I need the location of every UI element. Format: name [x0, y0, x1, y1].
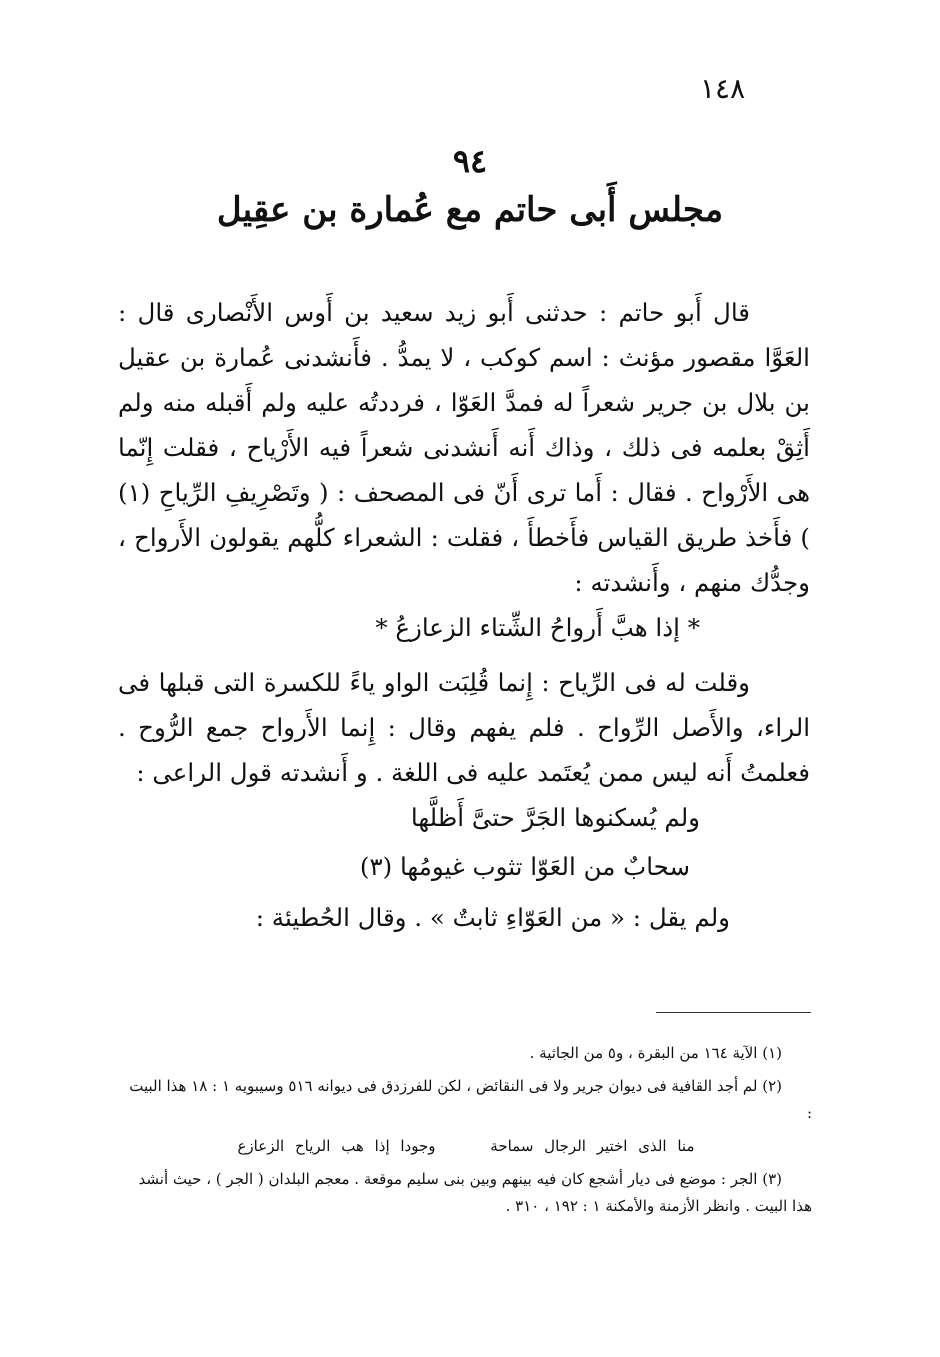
paragraph-2: وقلت له فى الرِّياح : إِنما قُلِبَت الواو ياءً للكسرة التى قبلها فى الراء، والأَصل الرِّواح . فلم يفهم وقال : إِنما الأَرواح جمع الرُّوح . فعلمتُ أَنه ليس ممن يُعتَمد عليه فى اللغة . و أَنشدته قول الراعى :: [118, 668, 810, 787]
footnotes: [120, 1040, 812, 1226]
footnote-1: (١) الآية ١٦٤ من البقرة ، و٥ من الجاثية .: [529, 1044, 782, 1062]
footnote-2-verse: [120, 1133, 812, 1160]
chapter-title: مجلس أَبى حاتم مع عُمارة بن عقِيل: [216, 190, 724, 230]
section-number: ٩٤: [452, 142, 488, 180]
paragraph-3: ولم يقل : « من العَوّاءِ ثابتٌ » . وقال الحُطيئة :: [255, 903, 730, 932]
footnote-2-verse-first-hemistich: منا الذى اختير الرجال سماحة: [490, 1137, 695, 1155]
verse-2-line-2: سحابٌ من العَوّا تثوب غيومُها (٣): [359, 852, 690, 881]
paragraph-1: قال أَبو حاتم : حدثنى أَبو زيد سعيد بن أَوس الأَنْصارى قال : العَوَّا مقصور مؤنث : اسم كوكب ، لا يمدُّ . فأَنشدنى عُمارة بن عقيل بن بلال بن جرير شعراً له فمدَّ العَوّا ، فرددتُه عليه ولم أَقبله منه ولم أَثِقْ بعلمه فى ذلك ، وذاك أَنه أَنشدنى شعراً فيه الأَرْياح ، فقلت إِنّما هى الأَرْواح . فقال : أَما ترى أَنّ فى المصحف : ( وتَصْرِيفِ الرِّياحِ (١) ) فأَخذ طريق القياس فأَخطأَ ، فقلت : الشعراء كلُّهم يقولون الأَرواح ، وجدُّك منهم ، وأَنشدته :: [118, 298, 810, 597]
page-number: ١٤٨: [700, 72, 746, 105]
footnote-3: (٣) الجر : موضع فى ديار أشجع كان فيه بينهم وبين بنى سليم موقعة . معجم البلدان ( الجر ) ، حيث أنشد هذا البيت . وانظر الأزمنة والأمكنة ١ : ١٩٢ ، ٣١٠ .: [138, 1170, 812, 1215]
verse-2-line-1: ولم يُسكنوها الجَرَّ حتىَّ أَظلَّها: [410, 803, 700, 832]
footnote-2-verse-second-hemistich: وجودا إذا هب الرياح الزعازع: [237, 1137, 436, 1155]
footnote-2: (٢) لم أجد القافية فى ديوان جرير ولا فى النقائض ، لكن للفرزدق فى ديوانه ٥١٦ وسيبويه ١ : ١٨ هذا البيت :: [129, 1077, 812, 1122]
verse-1: * إذا هبَّ أَرواحُ الشِّتاء الزعازعُ *: [375, 613, 700, 642]
body-text: [118, 290, 810, 940]
footnote-separator: [656, 1012, 811, 1013]
